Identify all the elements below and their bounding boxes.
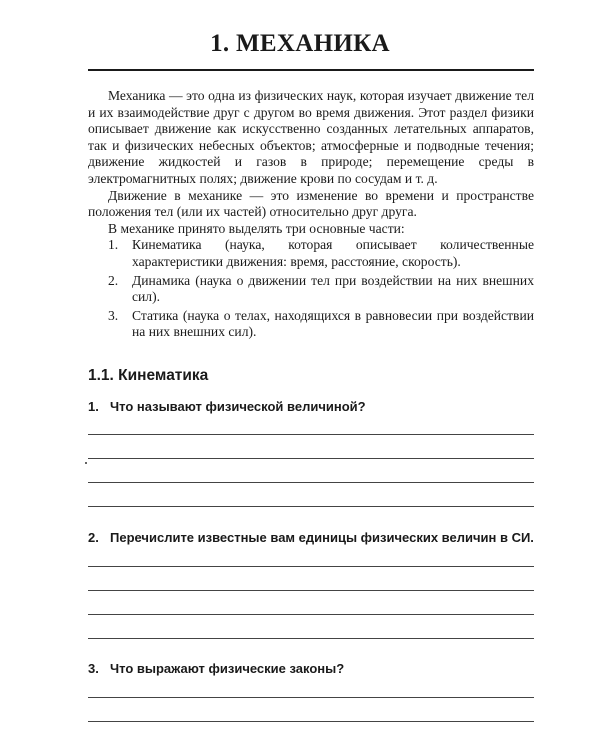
intro-text	[88, 88, 534, 343]
answer-line[interactable]	[88, 434, 534, 435]
question-text: Что называют физической величиной?	[110, 399, 366, 414]
intro-paragraph-3: В механике принято выделять три основные части:	[108, 220, 405, 236]
intro-paragraph-2: Движение в механике — это изменение во времени и пространстве положения тел (или их частей) относительно друг друга.	[88, 187, 534, 220]
list-item	[88, 237, 534, 270]
answer-line[interactable]	[88, 458, 534, 459]
question-3	[88, 661, 344, 676]
chapter-title: 1. МЕХАНИКА	[210, 30, 390, 57]
list-item-number: 1.	[108, 237, 119, 253]
answer-line[interactable]	[88, 697, 534, 698]
question-text: Перечислите известные вам единицы физических величин в СИ.	[110, 530, 534, 545]
question-number: 2.	[88, 530, 99, 545]
list-item-text: Кинематика (наука, которая описывает количественные характеристики движения: время, расстояние, скорость).	[132, 237, 534, 269]
intro-paragraph-1: Механика — это одна из физических наук, которая изучает движение тел и их взаимодействие друг с другом во время движения. Этот раздел физики описывает движение как искусственно созданных летательных аппаратов, так и физических небесных объектов; атмосферные и подводные течения; движение жидкостей и газов в природе; перемещение среды в электромагнитных полях; движение крови по сосудам и т. д.	[88, 88, 534, 186]
question-number: 1.	[88, 399, 99, 414]
question-2	[88, 530, 534, 545]
question-text: Что выражают физические законы?	[110, 661, 345, 676]
list-item	[88, 273, 534, 306]
question-1	[88, 399, 366, 414]
answer-line[interactable]	[88, 721, 534, 722]
list-item-number: 2.	[108, 272, 119, 288]
answer-line[interactable]	[88, 506, 534, 507]
answer-line[interactable]	[88, 590, 534, 591]
question-number: 3.	[88, 661, 99, 676]
mechanics-parts-list	[88, 237, 534, 341]
answer-line[interactable]	[88, 638, 534, 639]
answer-line[interactable]	[88, 566, 534, 567]
list-item	[88, 308, 534, 341]
title-underline	[88, 69, 534, 71]
stray-dot	[85, 462, 87, 464]
list-item-text: Динамика (наука о движении тел при воздействии на них внешних сил).	[132, 272, 534, 305]
answer-line[interactable]	[88, 482, 534, 483]
list-item-text: Статика (наука о телах, находящихся в равновесии при воздействии на них внешних сил).	[132, 307, 534, 340]
section-heading: 1.1. Кинематика	[88, 367, 209, 384]
list-item-number: 3.	[108, 307, 119, 323]
answer-line[interactable]	[88, 614, 534, 615]
